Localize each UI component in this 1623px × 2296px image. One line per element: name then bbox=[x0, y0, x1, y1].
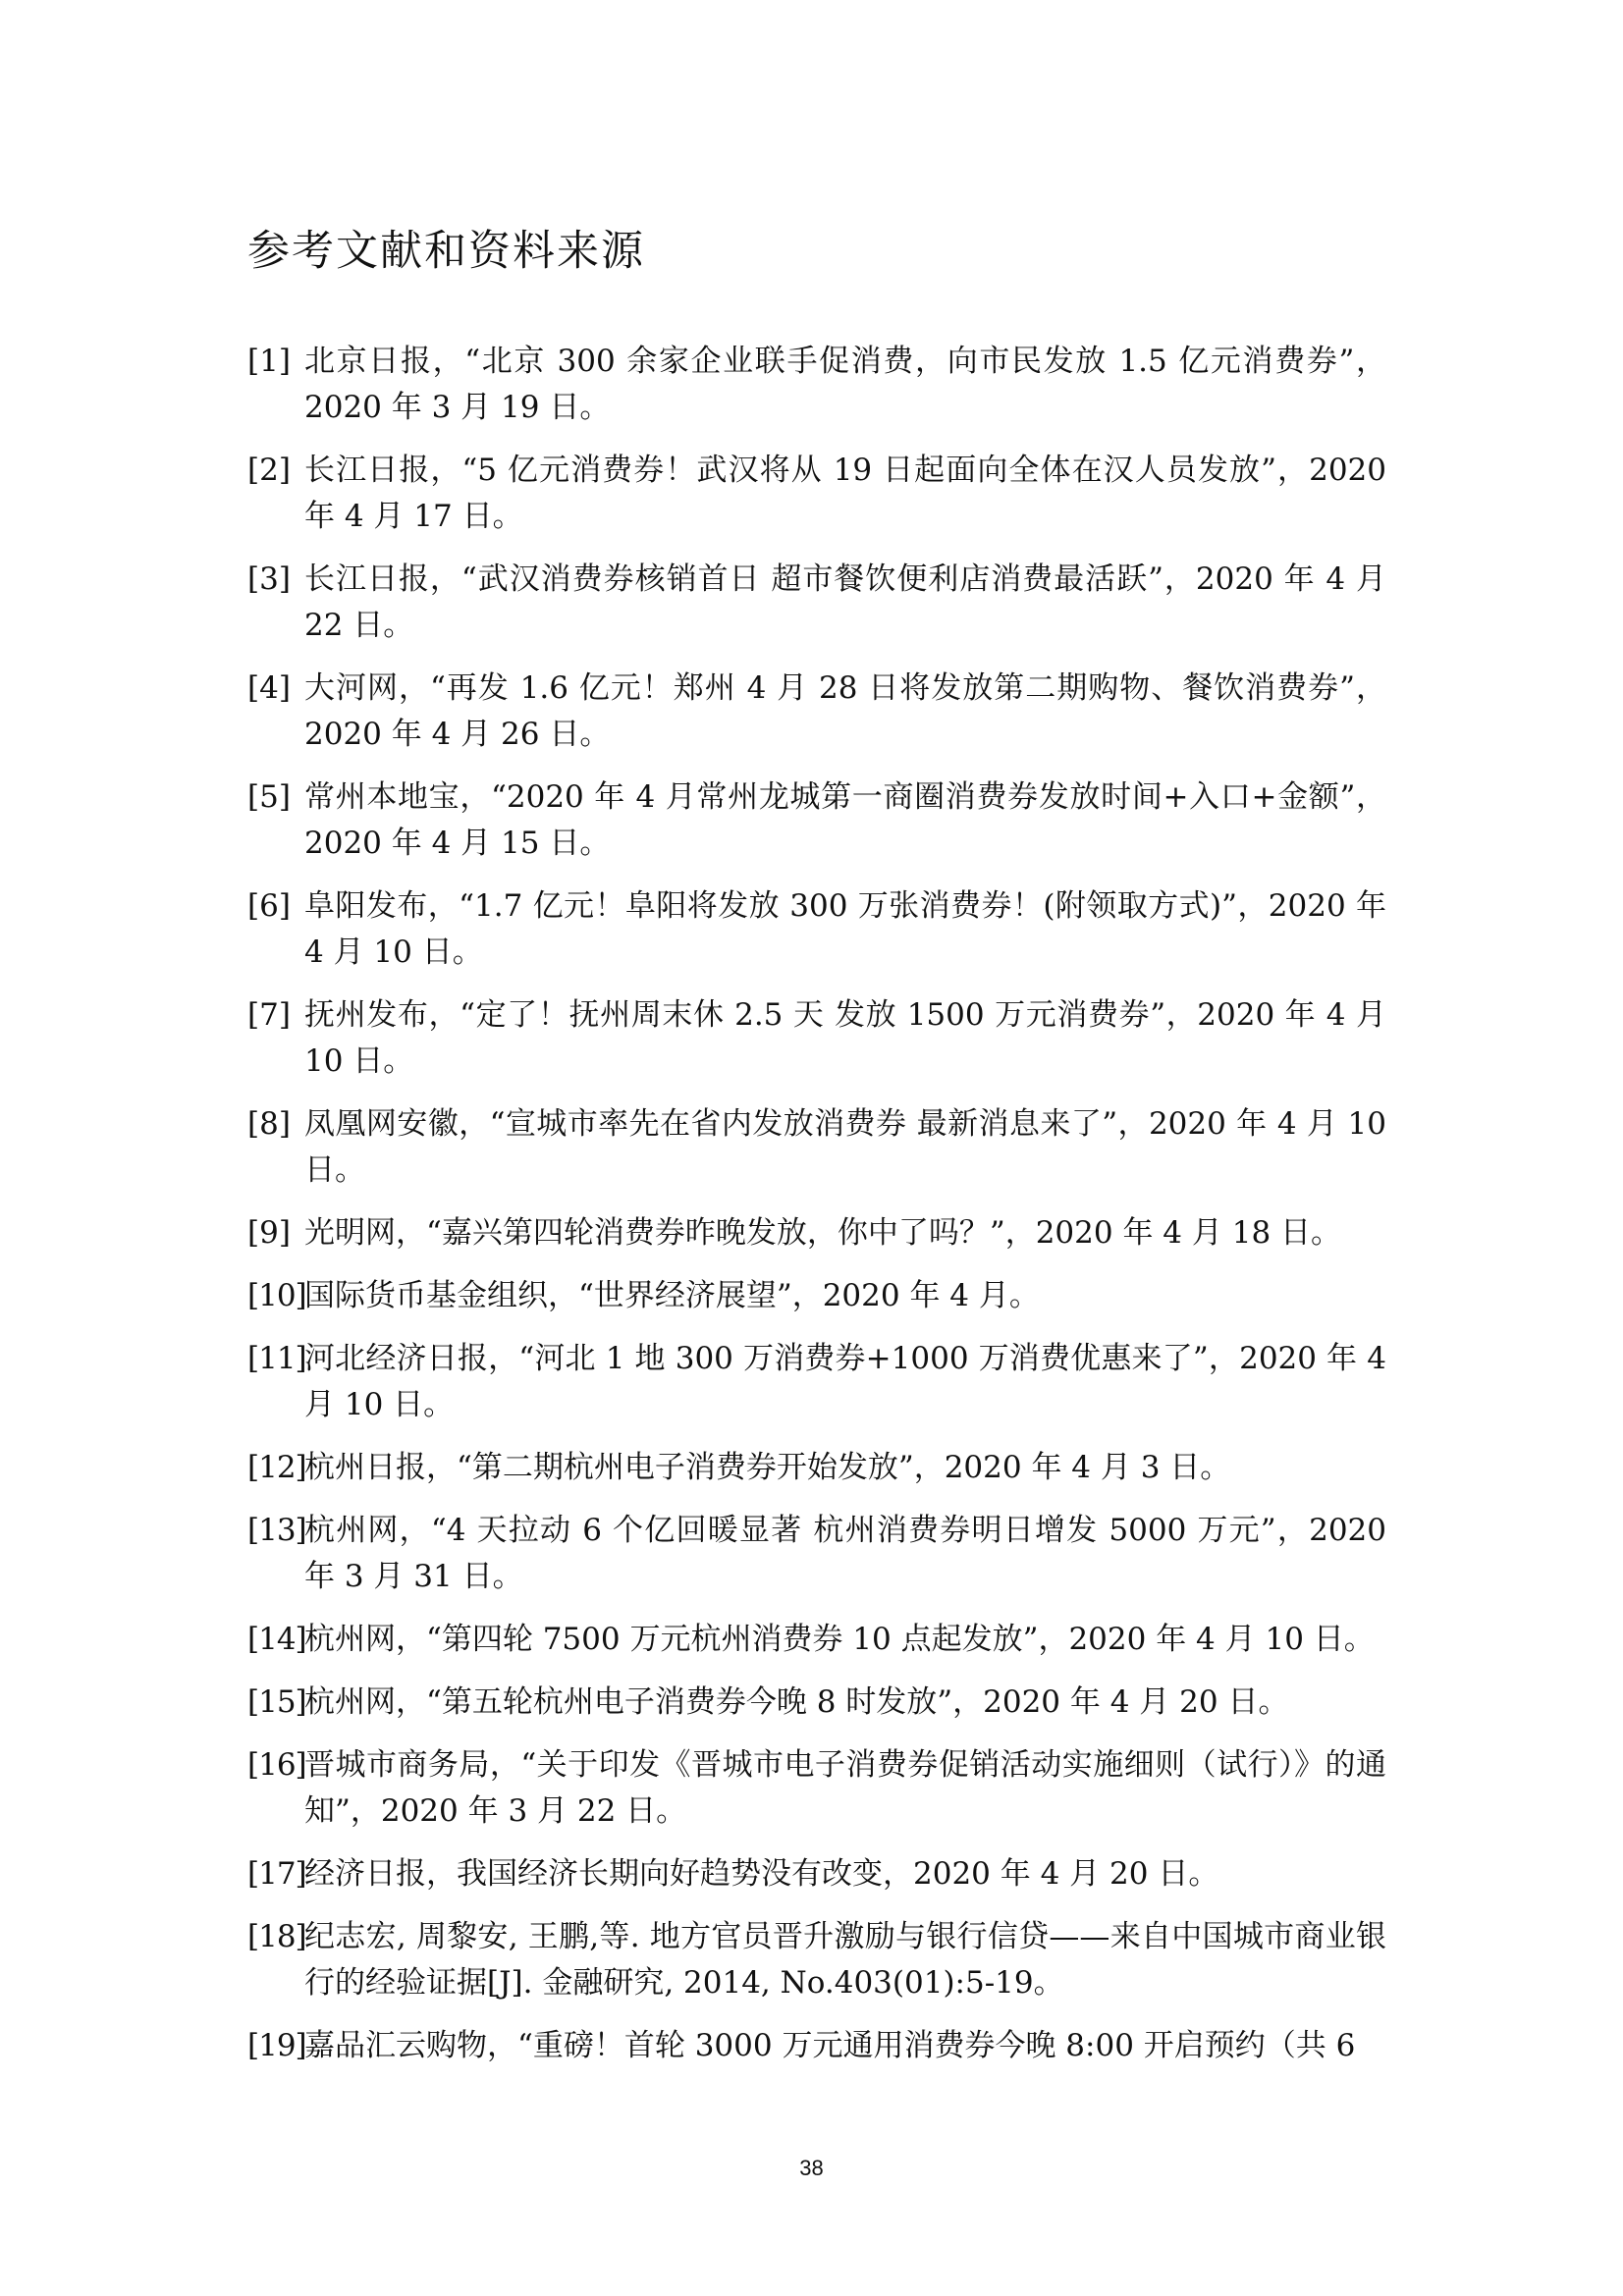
reference-item bbox=[247, 883, 1386, 976]
reference-number: [9] bbox=[247, 1215, 291, 1251]
reference-number: [6] bbox=[247, 888, 291, 924]
reference-item bbox=[247, 1445, 1386, 1491]
reference-number: [18] bbox=[247, 1919, 306, 1954]
reference-item bbox=[247, 1101, 1386, 1194]
reference-item bbox=[247, 666, 1386, 758]
reference-text: 纪志宏, 周黎安, 王鹏,等. 地方官员晋升激励与银行信贷——来自中国城市商业银行的经验证据[J]. 金融研究, 2014, No.403(01):5-19。 bbox=[304, 1919, 1386, 2001]
reference-text: 杭州网，“第五轮杭州电子消费券今晚 8 时发放”，2020 年 4 月 20 日。 bbox=[304, 1684, 1289, 1720]
reference-item bbox=[247, 1508, 1386, 1600]
reference-number: [2] bbox=[247, 453, 291, 488]
reference-number: [15] bbox=[247, 1684, 306, 1720]
reference-number: [16] bbox=[247, 1747, 306, 1783]
reference-item bbox=[247, 1742, 1386, 1835]
reference-text: 常州本地宝，“2020 年 4 月常州龙城第一商圈消费券发放时间+入口+金额”，2020 年 4 月 15 日。 bbox=[304, 779, 1386, 861]
reference-number: [5] bbox=[247, 779, 291, 815]
reference-number: [3] bbox=[247, 561, 291, 597]
reference-number: [10] bbox=[247, 1278, 306, 1313]
reference-item bbox=[247, 1617, 1386, 1663]
reference-item bbox=[247, 448, 1386, 540]
reference-text: 凤凰网安徽，“宣城市率先在省内发放消费券 最新消息来了”，2020 年 4 月 10 日。 bbox=[304, 1106, 1386, 1188]
reference-number: [14] bbox=[247, 1622, 306, 1657]
reference-text: 杭州网，“4 天拉动 6 个亿回暖显著 杭州消费券明日增发 5000 万元”，2020 年 3 月 31 日。 bbox=[304, 1513, 1386, 1594]
page-number: 38 bbox=[799, 2156, 824, 2180]
reference-number: [12] bbox=[247, 1450, 306, 1485]
reference-item bbox=[247, 1680, 1386, 1726]
reference-item bbox=[247, 1273, 1386, 1319]
reference-item bbox=[247, 1851, 1386, 1897]
reference-text: 抚州发布，“定了！抚州周末休 2.5 天 发放 1500 万元消费券”，2020 年 4 月 10 日。 bbox=[304, 997, 1386, 1079]
reference-number: [4] bbox=[247, 670, 291, 706]
reference-item bbox=[247, 774, 1386, 867]
reference-text: 杭州日报，“第二期杭州电子消费券开始发放”，2020 年 4 月 3 日。 bbox=[304, 1450, 1231, 1485]
reference-text: 阜阳发布，“1.7 亿元！阜阳将发放 300 万张消费券！(附领取方式)”，2020 年 4 月 10 日。 bbox=[304, 888, 1386, 970]
reference-number: [11] bbox=[247, 1341, 306, 1376]
reference-item bbox=[247, 1914, 1386, 2006]
reference-item bbox=[247, 1210, 1386, 1256]
reference-text: 国际货币基金组织，“世界经济展望”，2020 年 4 月。 bbox=[304, 1278, 1040, 1313]
reference-text: 河北经济日报，“河北 1 地 300 万消费券+1000 万消费优惠来了”，2020 年 4 月 10 日。 bbox=[304, 1341, 1386, 1422]
reference-number: [8] bbox=[247, 1106, 291, 1142]
reference-list bbox=[247, 339, 1386, 2086]
page-title: 参考文献和资料来源 bbox=[247, 227, 645, 276]
reference-text: 光明网，“嘉兴第四轮消费券昨晚发放，你中了吗？”，2020 年 4 月 18 日。 bbox=[304, 1215, 1342, 1251]
reference-number: [17] bbox=[247, 1856, 306, 1892]
reference-number: [1] bbox=[247, 344, 291, 379]
reference-item bbox=[247, 339, 1386, 431]
reference-text: 杭州网，“第四轮 7500 万元杭州消费券 10 点起发放”，2020 年 4 月 10 日。 bbox=[304, 1622, 1375, 1657]
reference-text: 长江日报，“5 亿元消费券！武汉将从 19 日起面向全体在汉人员发放”，2020 年 4 月 17 日。 bbox=[304, 453, 1386, 534]
reference-item bbox=[247, 992, 1386, 1085]
reference-text: 经济日报，我国经济长期向好趋势没有改变，2020 年 4 月 20 日。 bbox=[304, 1856, 1219, 1892]
reference-text: 晋城市商务局，“关于印发《晋城市电子消费券促销活动实施细则（试行）》的通知”，2020 年 3 月 22 日。 bbox=[304, 1747, 1386, 1829]
reference-item bbox=[247, 1336, 1386, 1428]
reference-text: 大河网，“再发 1.6 亿元！郑州 4 月 28 日将发放第二期购物、餐饮消费券”，2020 年 4 月 26 日。 bbox=[304, 670, 1386, 752]
reference-text: 北京日报，“北京 300 余家企业联手促消费，向市民发放 1.5 亿元消费券”，2020 年 3 月 19 日。 bbox=[304, 344, 1386, 425]
reference-number: [7] bbox=[247, 997, 291, 1033]
reference-text: 嘉品汇云购物，“重磅！首轮 3000 万元通用消费券今晚 8:00 开启预约（共 6 bbox=[304, 2028, 1356, 2063]
reference-number: [13] bbox=[247, 1513, 306, 1548]
reference-text: 长江日报，“武汉消费券核销首日 超市餐饮便利店消费最活跃”，2020 年 4 月 22 日。 bbox=[304, 561, 1386, 643]
reference-item bbox=[247, 2023, 1386, 2069]
reference-item bbox=[247, 557, 1386, 649]
reference-number: [19] bbox=[247, 2028, 306, 2063]
